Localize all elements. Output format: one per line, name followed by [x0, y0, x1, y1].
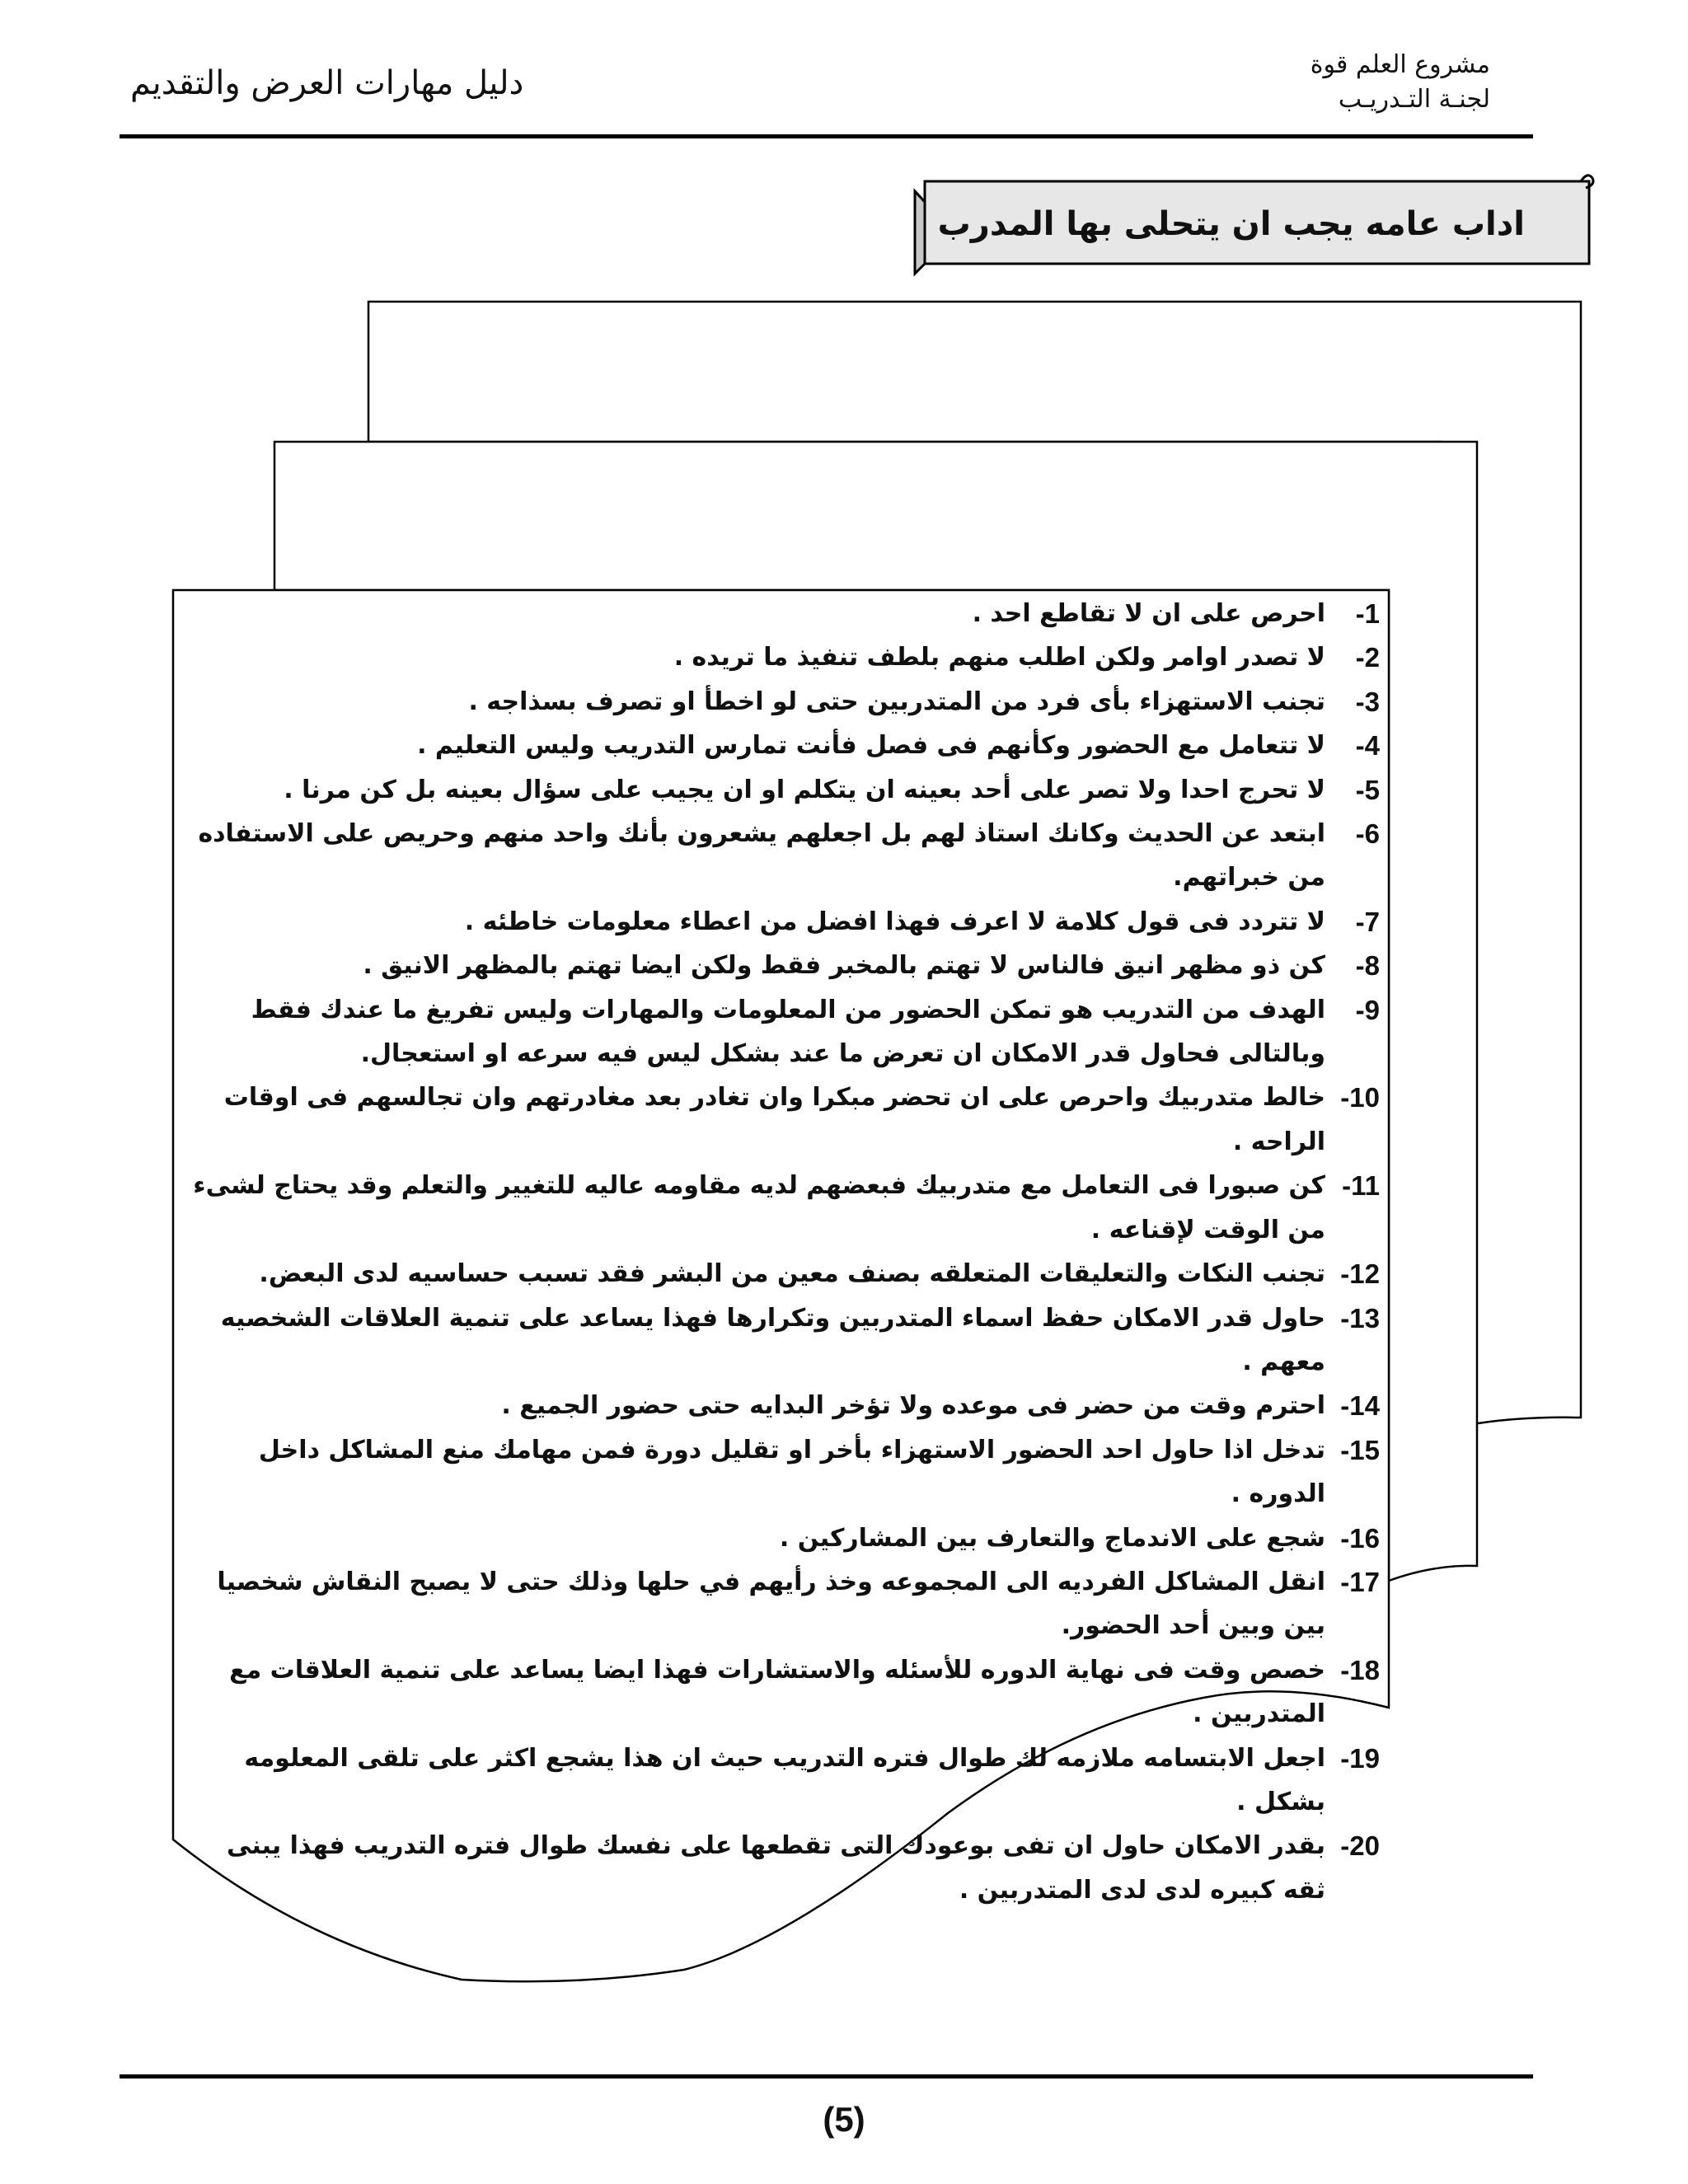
item-number: -17	[1340, 1566, 1380, 1597]
item-text: الهدف من التدريب هو تمكن الحضور من المعلومات والمهارات وليس تفريغ ما عندك فقط وبالتالى فحاول قدر الامكان ان تعرض ما عند بشكل ليس فيه سرعه او استعجال.	[251, 995, 1325, 1069]
item-number: -4	[1355, 730, 1380, 762]
item-number: -10	[1340, 1082, 1380, 1113]
item-number: -9	[1355, 994, 1380, 1025]
list-item	[183, 1164, 1380, 1252]
list-item	[183, 944, 1380, 987]
item-number: -13	[1340, 1302, 1380, 1333]
item-text: لا تتعامل مع الحضور وكأنهم فى فصل فأنت تمارس التدريب وليس التعليم .	[417, 731, 1325, 761]
list-item	[183, 1296, 1380, 1385]
list-item	[183, 1384, 1380, 1427]
list-item	[183, 592, 1380, 635]
header-committee-name: لجنـة التـدريـب	[1338, 85, 1490, 114]
item-number: -14	[1340, 1390, 1380, 1422]
list-item	[183, 1648, 1380, 1736]
list-item	[183, 812, 1380, 900]
item-text: لا تحرج احدا ولا تصر على أحد بعينه ان يتكلم او ان يجيب على سؤال بعينه بل كن مرنا .	[284, 775, 1325, 804]
item-text: انقل المشاكل الفرديه الى المجموعه وخذ رأيهم في حلها وذلك حتى لا يصبح النقاش شخصيا بين وبين أحد الحضور.	[217, 1567, 1325, 1641]
item-text: لا تصدر اوامر ولكن اطلب منهم بلطف تنفيذ ما تريده .	[673, 643, 1325, 673]
list-item	[183, 724, 1380, 767]
item-text: احترم وقت من حضر فى موعده ولا تؤخر البدايه حتى حضور الجميع .	[501, 1391, 1325, 1421]
item-text: خالط متدربيك واحرص على ان تحضر مبكرا وان تغادر بعد مغادرتهم وان تجالسهم فى اوقات الراحه .	[223, 1083, 1325, 1156]
list-item	[183, 1252, 1380, 1296]
item-text: احرص على ان لا تقاطع احد .	[972, 599, 1325, 628]
item-number: -6	[1355, 818, 1380, 850]
list-item	[183, 1824, 1380, 1912]
item-text: لا تتردد فى قول كلامة لا اعرف فهذا افضل من اعطاء معلومات خاطئه .	[464, 907, 1325, 936]
etiquette-list	[183, 592, 1380, 1912]
list-item	[183, 1736, 1380, 1825]
list-item	[183, 1560, 1380, 1648]
section-title: اداب عامه يجب ان يتحلى بها المدرب	[937, 205, 1525, 243]
list-item	[183, 680, 1380, 724]
list-item	[183, 635, 1380, 679]
item-number: -7	[1355, 906, 1380, 937]
item-text: بقدر الامكان حاول ان تفى بوعودك التى تقطعها على نفسك طوال فتره التدريب فهذا يبنى ثقه كبيره لدى لدى المتدربين .	[227, 1831, 1325, 1905]
item-number: -16	[1340, 1522, 1380, 1554]
header-project-name: مشروع العلم قوة	[1310, 50, 1490, 79]
item-number: -18	[1340, 1654, 1380, 1685]
item-number: -5	[1355, 774, 1380, 805]
list-item	[183, 768, 1380, 812]
item-text: تجنب الاستهزاء بأى فرد من المتدربين حتى لو اخطأ او تصرف بسذاجه .	[468, 687, 1325, 716]
item-text: ابتعد عن الحديث وكانك استاذ لهم بل اجعلهم يشعرون بأنك واحد منهم وحريص على الاستفاده من خبراتهم.	[198, 819, 1325, 893]
item-number: -12	[1340, 1258, 1380, 1290]
item-text: حاول قدر الامكان حفظ اسماء المتدربين وتكرارها فهذا يساعد على تنمية العلاقات الشخصيه معهم .	[220, 1303, 1325, 1376]
list-item	[183, 900, 1380, 944]
item-text: كن ذو مظهر انيق فالناس لا تهتم بالمخبر فقط ولكن ايضا تهتم بالمظهر الانيق .	[363, 951, 1325, 981]
item-number: -1	[1355, 598, 1380, 629]
page-number: (5)	[823, 2100, 865, 2139]
item-number: -8	[1355, 950, 1380, 982]
item-number: -3	[1355, 686, 1380, 717]
item-number: -11	[1342, 1170, 1380, 1202]
item-number: -20	[1340, 1830, 1380, 1862]
list-item	[183, 1428, 1380, 1516]
item-number: -19	[1340, 1742, 1380, 1774]
item-text: اجعل الابتسامه ملازمه لك طوال فتره التدريب حيث ان هذا يشجع اكثر على تلقى المعلومه بشكل .	[244, 1743, 1325, 1816]
item-text: خصص وقت فى نهاية الدوره للأسئله والاستشارات فهذا ايضا يساعد على تنمية العلاقات مع المتدربين .	[229, 1655, 1325, 1729]
item-text: تجنب النكات والتعليقات المتعلقه بصنف معين من البشر فقد تسبب حساسيه لدى البعض.	[259, 1259, 1325, 1289]
item-text: شجع على الاندماج والتعارف بين المشاركين .	[779, 1523, 1325, 1553]
item-text: تدخل اذا حاول احد الحضور الاستهزاء بأخر او تقليل دورة فمن مهامك منع المشاكل داخل الدوره .	[258, 1435, 1325, 1509]
header-guide-title: دليل مهارات العرض والتقديم	[130, 64, 524, 102]
item-number: -15	[1340, 1434, 1380, 1465]
list-item	[183, 1076, 1380, 1164]
list-item	[183, 988, 1380, 1076]
footer-rule	[120, 2074, 1533, 2079]
item-number: -2	[1355, 642, 1380, 673]
item-text: كن صبورا فى التعامل مع متدربيك فبعضهم لديه مقاومه عاليه للتغيير والتعلم وقد يحتاج لشىء من الوقت لإقناعه .	[193, 1171, 1325, 1244]
list-item	[183, 1516, 1380, 1560]
